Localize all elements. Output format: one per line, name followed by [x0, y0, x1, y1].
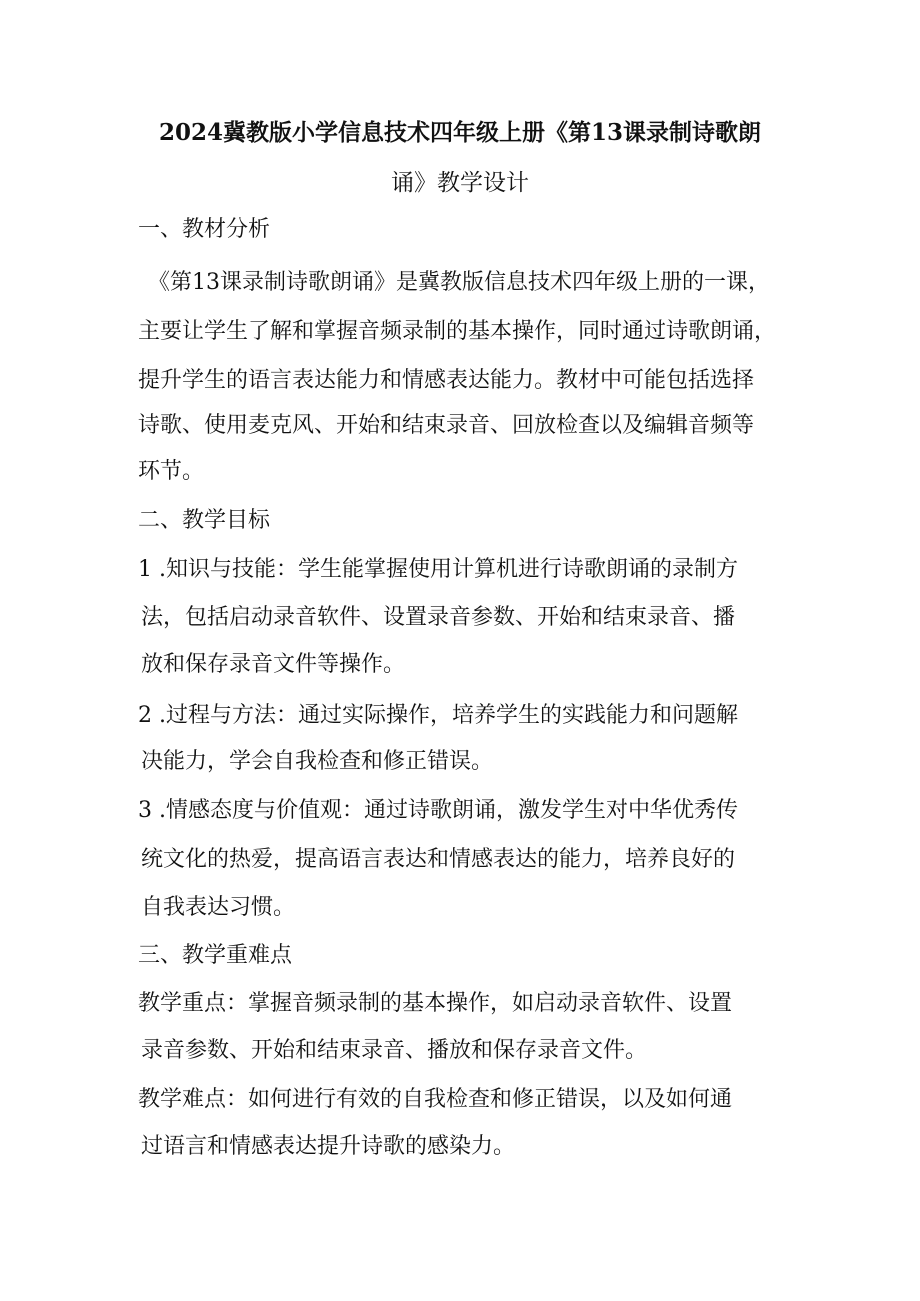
- analysis-paragraph-line: 诗歌、使用麦克风、开始和结束录音、回放检查以及编辑音频等: [138, 413, 755, 438]
- objective-item-3-line: 自我表达习惯。: [141, 895, 296, 920]
- document-title-line-2: 诵》教学设计: [391, 170, 529, 196]
- analysis-paragraph-line: 提升学生的语言表达能力和情感表达能力。教材中可能包括选择: [138, 368, 755, 393]
- analysis-paragraph-line: 环节。: [138, 459, 205, 484]
- difficult-point-line: 教学难点：如何进行有效的自我检查和修正错误，以及如何通: [138, 1087, 733, 1112]
- key-point-line: 教学重点：掌握音频录制的基本操作，如启动录音软件、设置: [138, 991, 733, 1016]
- objective-item-2-line: 决能力，学会自我检查和修正错误。: [141, 749, 494, 774]
- objective-item-1-line: 法，包括启动录音软件、设置录音参数、开始和结束录音、播: [141, 605, 736, 630]
- objective-item-1-line: 放和保存录音文件等操作。: [141, 652, 406, 677]
- document-title-line-1: 2024冀教版小学信息技术四年级上册《第13课录制诗歌朗: [158, 119, 762, 146]
- section-heading-key-points: 三、教学重难点: [138, 943, 293, 968]
- analysis-paragraph-line: 《第13课录制诗歌朗诵》是冀教版信息技术四年级上册的一课，: [148, 270, 770, 295]
- analysis-paragraph-line: 主要让学生了解和掌握音频录制的基本操作，同时通过诗歌朗诵，: [138, 319, 777, 344]
- key-point-line: 录音参数、开始和结束录音、播放和保存录音文件。: [141, 1038, 648, 1063]
- objective-item-3-line: 统文化的热爱，提高语言表达和情感表达的能力，培养良好的: [141, 847, 736, 872]
- difficult-point-line: 过语言和情感表达提升诗歌的感染力。: [141, 1134, 516, 1159]
- objective-item-1-line: 1 .知识与技能：学生能掌握使用计算机进行诗歌朗诵的录制方: [138, 557, 738, 582]
- objective-item-2-line: 2 .过程与方法：通过实际操作，培养学生的实践能力和问题解: [138, 703, 738, 728]
- objective-item-3-line: 3 .情感态度与价值观：通过诗歌朗诵，激发学生对中华优秀传: [138, 798, 738, 823]
- section-heading-analysis: 一、教材分析: [138, 217, 271, 242]
- section-heading-objectives: 二、教学目标: [138, 508, 271, 533]
